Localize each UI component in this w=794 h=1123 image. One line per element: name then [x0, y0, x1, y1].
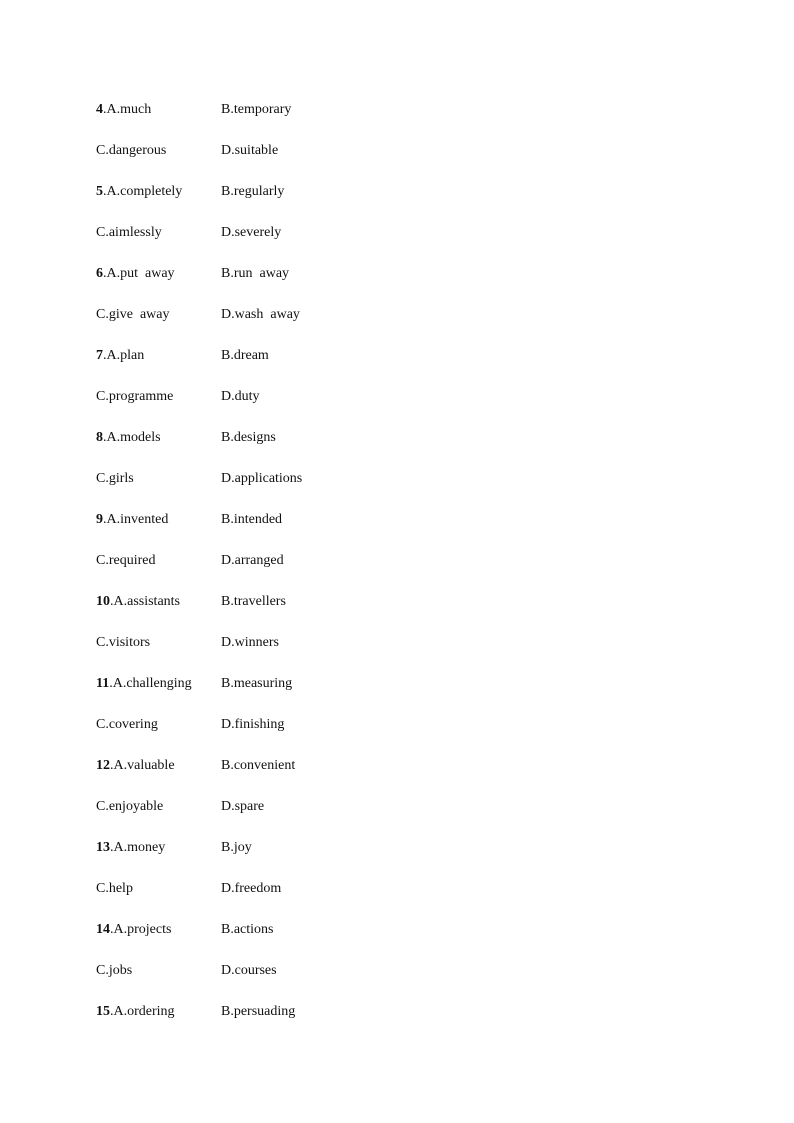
- option-c: C.covering: [96, 717, 158, 732]
- option-row-ab: [96, 182, 696, 223]
- option-a-text: .A.assistants: [110, 594, 180, 609]
- option-row-ab: [96, 100, 696, 141]
- option-row-ab: [96, 674, 696, 715]
- option-row-cd: [96, 551, 696, 592]
- option-b: B.persuading: [221, 1004, 296, 1019]
- option-a-text: .A.projects: [110, 922, 172, 937]
- option-c: C.programme: [96, 389, 174, 404]
- option-a: [96, 592, 180, 612]
- option-a-text: .A.plan: [103, 348, 145, 363]
- option-a: [96, 346, 144, 366]
- option-d: D.winners: [221, 635, 279, 650]
- option-a-text: .A.completely: [103, 184, 183, 199]
- option-a: [96, 510, 168, 530]
- option-row-cd: [96, 961, 696, 1002]
- question-number: 4: [96, 102, 103, 117]
- option-row-ab: [96, 838, 696, 879]
- option-a: [96, 920, 171, 940]
- option-a: [96, 428, 161, 448]
- option-a-text: .A.challenging: [109, 676, 192, 691]
- option-d: D.spare: [221, 799, 265, 814]
- option-b: B.joy: [221, 840, 252, 855]
- question-number: 6: [96, 266, 103, 281]
- option-row-ab: [96, 428, 696, 469]
- option-row-cd: [96, 633, 696, 674]
- option-a: [96, 838, 165, 858]
- option-c: C.dangerous: [96, 143, 167, 158]
- question-number: 5: [96, 184, 103, 199]
- option-a: [96, 1002, 175, 1022]
- option-a-text: .A.ordering: [110, 1004, 175, 1019]
- option-row-ab: [96, 346, 696, 387]
- question-number: 9: [96, 512, 103, 527]
- option-c: C.visitors: [96, 635, 151, 650]
- option-row-cd: [96, 879, 696, 920]
- question-number: 11: [96, 676, 110, 691]
- option-a: [96, 756, 175, 776]
- option-d: D.finishing: [221, 717, 285, 732]
- option-c: C.help: [96, 881, 133, 896]
- option-c: C.girls: [96, 471, 134, 486]
- option-b: B.actions: [221, 922, 274, 937]
- option-c: C.aimlessly: [96, 225, 162, 240]
- option-d: D.arranged: [221, 553, 284, 568]
- option-row-cd: [96, 141, 696, 182]
- option-a-text: .A.much: [103, 102, 152, 117]
- option-row-ab: [96, 510, 696, 551]
- option-row-ab: [96, 756, 696, 797]
- option-row-ab: [96, 920, 696, 961]
- option-row-cd: [96, 797, 696, 838]
- option-b: B.temporary: [221, 102, 292, 117]
- option-d: D.courses: [221, 963, 277, 978]
- option-a-text: .A.valuable: [110, 758, 175, 773]
- option-b: B.regularly: [221, 184, 285, 199]
- option-a-text: .A.put away: [103, 266, 175, 281]
- question-number: 7: [96, 348, 103, 363]
- option-b: B.designs: [221, 430, 276, 445]
- question-number: 10: [96, 594, 110, 609]
- option-b: B.run away: [221, 266, 290, 281]
- option-b: B.measuring: [221, 676, 293, 691]
- option-c: C.required: [96, 553, 156, 568]
- option-row-ab: [96, 1002, 696, 1043]
- option-c: C.jobs: [96, 963, 133, 978]
- option-row-cd: [96, 305, 696, 346]
- option-b: B.dream: [221, 348, 269, 363]
- question-number: 12: [96, 758, 110, 773]
- option-row-ab: [96, 592, 696, 633]
- option-a: [96, 674, 192, 694]
- option-d: D.duty: [221, 389, 260, 404]
- option-d: D.severely: [221, 225, 282, 240]
- option-row-ab: [96, 264, 696, 305]
- question-number: 15: [96, 1004, 110, 1019]
- option-row-cd: [96, 469, 696, 510]
- option-row-cd: [96, 715, 696, 756]
- option-d: D.applications: [221, 471, 303, 486]
- option-a: [96, 264, 175, 284]
- option-d: D.freedom: [221, 881, 282, 896]
- question-list: [96, 100, 696, 1043]
- option-d: D.wash away: [221, 307, 300, 322]
- option-b: B.intended: [221, 512, 283, 527]
- option-row-cd: [96, 387, 696, 428]
- question-number: 8: [96, 430, 103, 445]
- question-number: 13: [96, 840, 110, 855]
- option-d: D.suitable: [221, 143, 279, 158]
- option-b: B.travellers: [221, 594, 286, 609]
- option-a-text: .A.models: [103, 430, 161, 445]
- option-a-text: .A.invented: [103, 512, 169, 527]
- option-row-cd: [96, 223, 696, 264]
- option-a: [96, 100, 151, 120]
- option-a-text: .A.money: [110, 840, 166, 855]
- question-number: 14: [96, 922, 110, 937]
- option-b: B.convenient: [221, 758, 296, 773]
- option-c: C.enjoyable: [96, 799, 164, 814]
- option-c: C.give away: [96, 307, 170, 322]
- option-a: [96, 182, 182, 202]
